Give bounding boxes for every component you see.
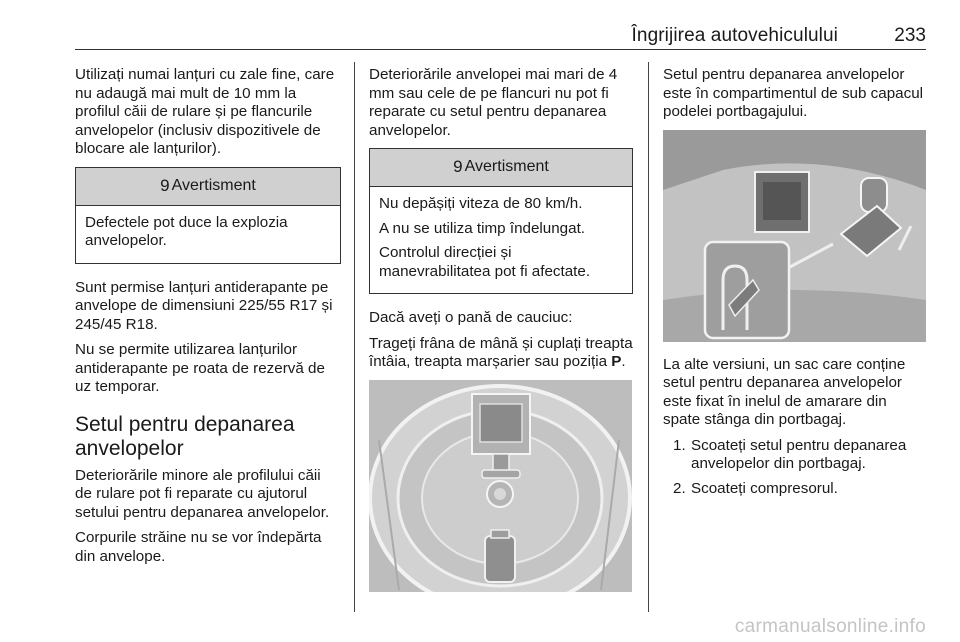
column-divider (354, 62, 355, 612)
paragraph: Nu se permite utilizarea lanțurilor antiderapante pe roata de rezervă de uz temporar. (75, 341, 325, 395)
warning-box (75, 167, 341, 264)
warning-symbol: 9 (160, 175, 170, 195)
paragraph: Setul pentru depanarea anvelopelor este în compartimentul de sub capacul podelei portbagajului. (663, 66, 924, 120)
list-item (673, 437, 927, 474)
warning-symbol: 9 (453, 157, 463, 177)
column-3 (663, 66, 927, 504)
warning-header (370, 149, 632, 187)
warning-box (369, 148, 633, 294)
paragraph: Utilizați numai lanțuri cu zale fine, care nu adaugă mai mult de 10 mm la profilul căii de rulare și pe flancurile anvelopelor (inclusiv dispozitivele de blocare ale lanțurilor). (75, 66, 335, 157)
warning-text: Defectele pot duce la explozia anvelopelor. (85, 213, 288, 249)
paragraph-end: . (621, 353, 626, 370)
paragraph: La alte versiuni, un sac care conține setul pentru depanarea anvelopelor este fixat în inelul de amarare din spate stânga din portbagaj. (663, 355, 906, 428)
spare-wheel-well-illustration (369, 380, 632, 592)
paragraph: Sunt permise lanțuri antiderapante pe anvelope de dimensiuni 225/55 R17 și 245/45 R18. (75, 278, 333, 333)
warning-body (370, 187, 632, 293)
warning-header (76, 168, 340, 206)
watermark: carmanualsonline.info (734, 616, 926, 637)
warning-line: A nu se utiliza timp îndelungat. (379, 219, 586, 237)
paragraph: Corpurile străine nu se vor îndepărta din anvelope. (75, 529, 322, 565)
paragraph (369, 335, 633, 372)
page-header (75, 0, 926, 50)
paragraph: Dacă aveți o pană de cauciuc: (369, 309, 573, 326)
page-number: 233 (894, 25, 926, 46)
trunk-repair-kit-illustration (663, 130, 926, 342)
column-1 (75, 66, 341, 573)
chapter-title: Îngrijirea autovehiculului (631, 25, 838, 46)
step-text: Scoateți compresorul. (691, 479, 838, 497)
warning-body (76, 206, 340, 263)
list-item (673, 480, 927, 499)
warning-title: Avertisment (171, 176, 256, 194)
paragraph: Deteriorările anvelopei mai mari de 4 mm sau cele de pe flancuri nu pot fi reparate cu setul pentru depanarea anvelopelor. (369, 66, 618, 139)
paragraph-text: Trageți frâna de mână și cuplați treapta întâia, treapta marșarier sau poziția (369, 334, 633, 370)
step-number: 2. (673, 479, 686, 497)
steps-list (663, 437, 927, 499)
warning-line: Nu depășiți viteza de 80 km/h. (379, 195, 583, 212)
section-heading: Setul pentru depanarea anvelopelor (75, 412, 295, 460)
warning-title: Avertisment (464, 158, 549, 176)
gear-position: P (611, 353, 622, 370)
column-2 (369, 66, 633, 606)
column-divider (648, 62, 649, 612)
warning-line: Controlul direcției și manevrabilitatea pot fi afectate. (379, 244, 591, 280)
step-number: 1. (673, 436, 686, 454)
step-text: Scoateți setul pentru depanarea anvelopelor din portbagaj. (691, 436, 907, 472)
paragraph: Deteriorările minore ale profilului căii de rulare pot fi reparate cu ajutorul setului pentru depanarea anvelopelor. (75, 466, 330, 521)
